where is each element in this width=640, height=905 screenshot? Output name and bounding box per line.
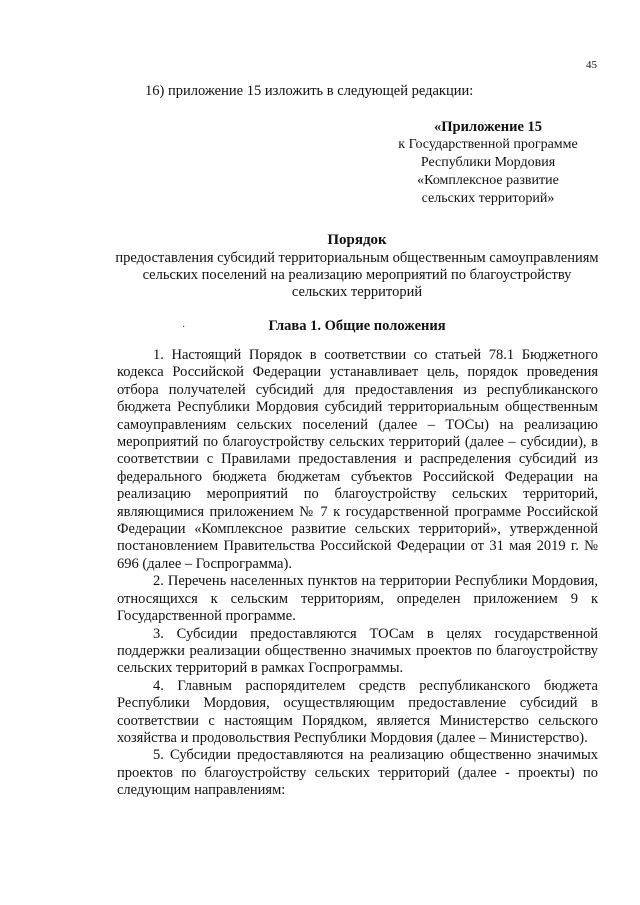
paragraph: 1. Настоящий Порядок в соответствии со статьей 78.1 Бюджетного кодекса Российской Федерации устанавливает цель, порядок проведения отбора получателей субсидий для предоставления из республиканского бюджета Республики Мордовия субсидий территориальным общественным самоуправлениям сельских поселений (далее – ТОСы) на реализацию мероприятий по благоустройству сельских территорий (далее – субсидии), в соответствии с Правилами предоставления и распределения субсидий из федерального бюджета бюджетам субъектов Российской Федерации на реализацию мероприятий по благоустройству сельских территорий, являющимися приложением № 7 к государственной программе Российской Федерации «Комплексное развитие сельских территорий», утвержденной постановлением Правительства Российской Федерации от 31 мая 2019 г. № 696 (далее – Госпрограмма). (117, 347, 598, 572)
page-number: 45 (586, 59, 597, 71)
stray-mark: · (182, 322, 186, 333)
document-body (117, 347, 598, 800)
appendix-line: Республики Мордовия (420, 155, 556, 170)
appendix-block (378, 118, 598, 208)
chapter-title: Глава 1. Общие положения (268, 318, 446, 334)
appendix-title: «Приложение 15 (434, 119, 542, 135)
document-heading: Порядок (327, 232, 387, 248)
document-subtitle-line: сельских территорий (291, 284, 423, 300)
paragraph: 4. Главным распорядителем средств республиканского бюджета Республики Мордовия, осуществляющим предоставление субсидий в соответствии с настоящим Порядком, является Министерство сельского хозяйства и продовольствия Республики Мордовия (далее – Министерство). (117, 677, 598, 746)
intro-line: 16) приложение 15 изложить в следующей редакции: (145, 83, 474, 99)
appendix-line: сельских территорий» (421, 191, 555, 206)
paragraph: 3. Субсидии предоставляются ТОСам в целях государственной поддержки реализации общественно значимых проектов по благоустройству сельских территорий в рамках Госпрограммы. (117, 625, 598, 677)
appendix-line: «Комплексное развитие (417, 173, 559, 188)
document-subtitle-line: сельских поселений на реализацию мероприятий по благоустройству (142, 267, 572, 283)
document-subtitle-line: предоставления субсидий территориальным общественным самоуправлениям (115, 250, 599, 266)
document-title-block (112, 232, 602, 301)
paragraph: 5. Субсидии предоставляются на реализацию общественно значимых проектов по благоустройству сельских территорий (далее - проекты) по следующим направлениям: (117, 747, 598, 799)
appendix-line: к Государственной программе (398, 137, 578, 152)
paragraph: 2. Перечень населенных пунктов на территории Республики Мордовия, относящихся к сельским территориям, определен приложением 9 к Государственной программе. (117, 573, 598, 625)
